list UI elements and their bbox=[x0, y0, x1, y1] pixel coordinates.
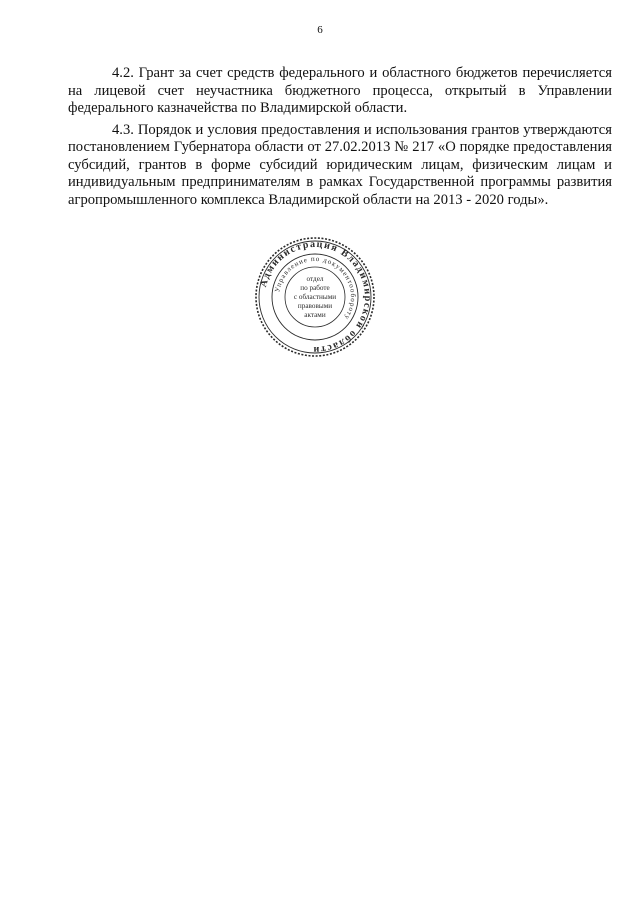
seal-ring-text: Администрация Владимирской области bbox=[257, 238, 374, 356]
paragraph-4-2: 4.2. Грант за счет средств федерального и областного бюджетов перечисляется на лицевой счет неучастника бюджетного процесса, открытый в Управлении федерального казначейства по Владимирской области. bbox=[68, 65, 612, 116]
seal-center-line: отдел bbox=[306, 275, 324, 283]
seal-inner-ring-text: Управление по документообороту bbox=[273, 254, 358, 322]
document-body bbox=[68, 65, 612, 213]
seal-graphic bbox=[254, 236, 376, 358]
page-number: 6 bbox=[317, 24, 323, 36]
paragraph-4-3: 4.3. Порядок и условия предоставления и использования грантов утверждаются постановлением Губернатора области от 27.02.2013 № 217 «О порядке предоставления субсидий, грантов в форме субсидий юридическим лицам, физическим лицам и индивидуальным предпринимателям в рамках Государственной программы развития агропромышленного комплекса Владимирской области на 2013 - 2020 годы». bbox=[68, 121, 612, 208]
seal-center-line: актами bbox=[304, 311, 326, 319]
seal-center-line: с областными bbox=[293, 293, 337, 301]
official-seal bbox=[254, 236, 376, 358]
seal-center-line: по работе bbox=[300, 284, 330, 292]
seal-center-line: правовыми bbox=[297, 302, 333, 310]
